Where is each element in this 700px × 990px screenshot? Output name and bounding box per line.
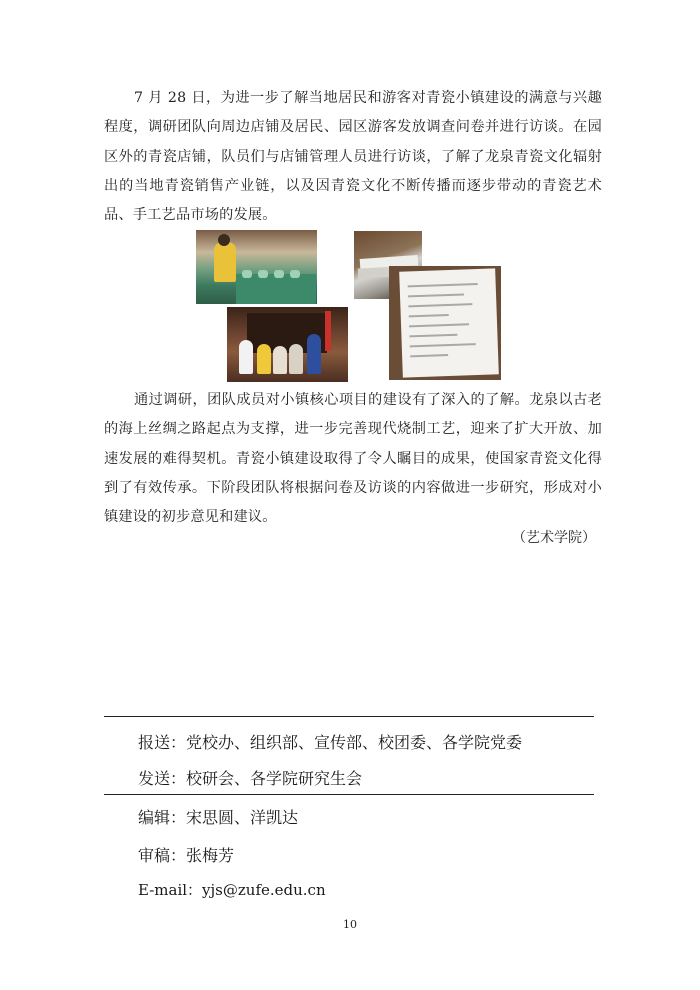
body-paragraph-2: 通过调研，团队成员对小镇核心项目的建设有了深入的了解。龙泉以古老的海上丝绸之路起点为支撑，进一步完善现代烧制工艺，迎来了扩大开放、加速发展的难得契机。青瓷小镇建设取得了令人瞩目的成果，使国家青瓷文化得到了有效传承。下阶段团队将根据问卷及访谈的内容做进一步研究，形成对小镇建设的初步意见和建议。 [104, 392, 602, 526]
report-to-line: 报送：党校办、组织部、宣传部、校团委、各学院党委 [138, 733, 523, 752]
photo-team-group [227, 307, 348, 382]
email-line: E-mail：yjs@zufe.edu.cn [138, 881, 326, 899]
signature: （艺术学院） [512, 530, 596, 546]
footer-divider-top [104, 716, 594, 717]
reviewer-line: 审稿：张梅芳 [138, 846, 235, 865]
photo-shop-visit [196, 230, 317, 304]
footer-divider-bottom [104, 794, 594, 795]
photo-questionnaire-form [389, 266, 501, 380]
page-number: 10 [343, 918, 357, 931]
send-to-line: 发送：校研会、各学院研究生会 [138, 769, 363, 788]
body-paragraph-1: 7 月 28 日，为进一步了解当地居民和游客对青瓷小镇建设的满意与兴趣程度，调研团队向周边店铺及居民、园区游客发放调查问卷并进行访谈。在园区外的青瓷店铺，队员们与店铺管理人员进行访谈，了解了龙泉青瓷文化辐射出的当地青瓷销售产业链，以及因青瓷文化不断传播而逐步带动的青瓷艺术品、手工艺品市场的发展。 [104, 90, 602, 224]
editors-line: 编辑：宋思圆、洋凯达 [138, 808, 299, 827]
